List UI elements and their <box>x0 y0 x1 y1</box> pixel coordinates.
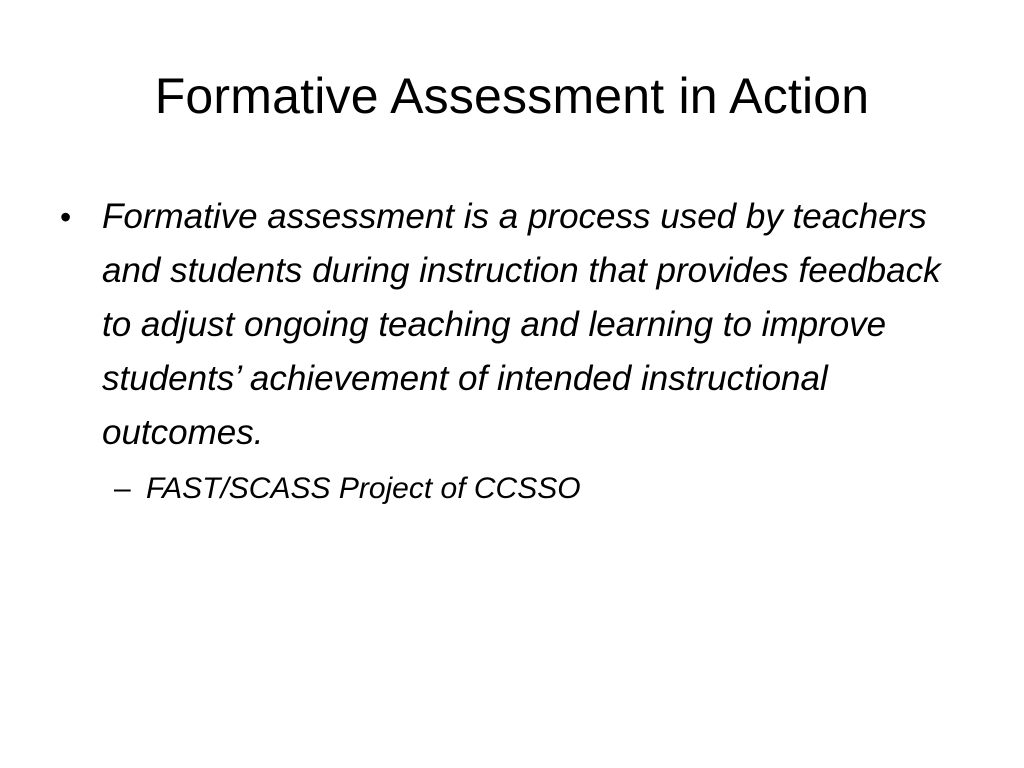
bullet-item <box>60 190 960 460</box>
slide-body <box>60 190 960 512</box>
bullet-marker: • <box>60 199 72 235</box>
bullet-text: Formative assessment is a process used by teachers and students during instruction that provides feedback to adjust ongoing teaching and learning to improve students’ achievement of intended instructional outcomes. <box>102 197 941 452</box>
sub-bullet-marker: – <box>114 472 131 505</box>
slide-title: Formative Assessment in Action <box>154 68 870 124</box>
sub-bullet-item <box>60 466 960 512</box>
attribution-text: FAST/SCASS Project of CCSSO <box>146 472 581 505</box>
